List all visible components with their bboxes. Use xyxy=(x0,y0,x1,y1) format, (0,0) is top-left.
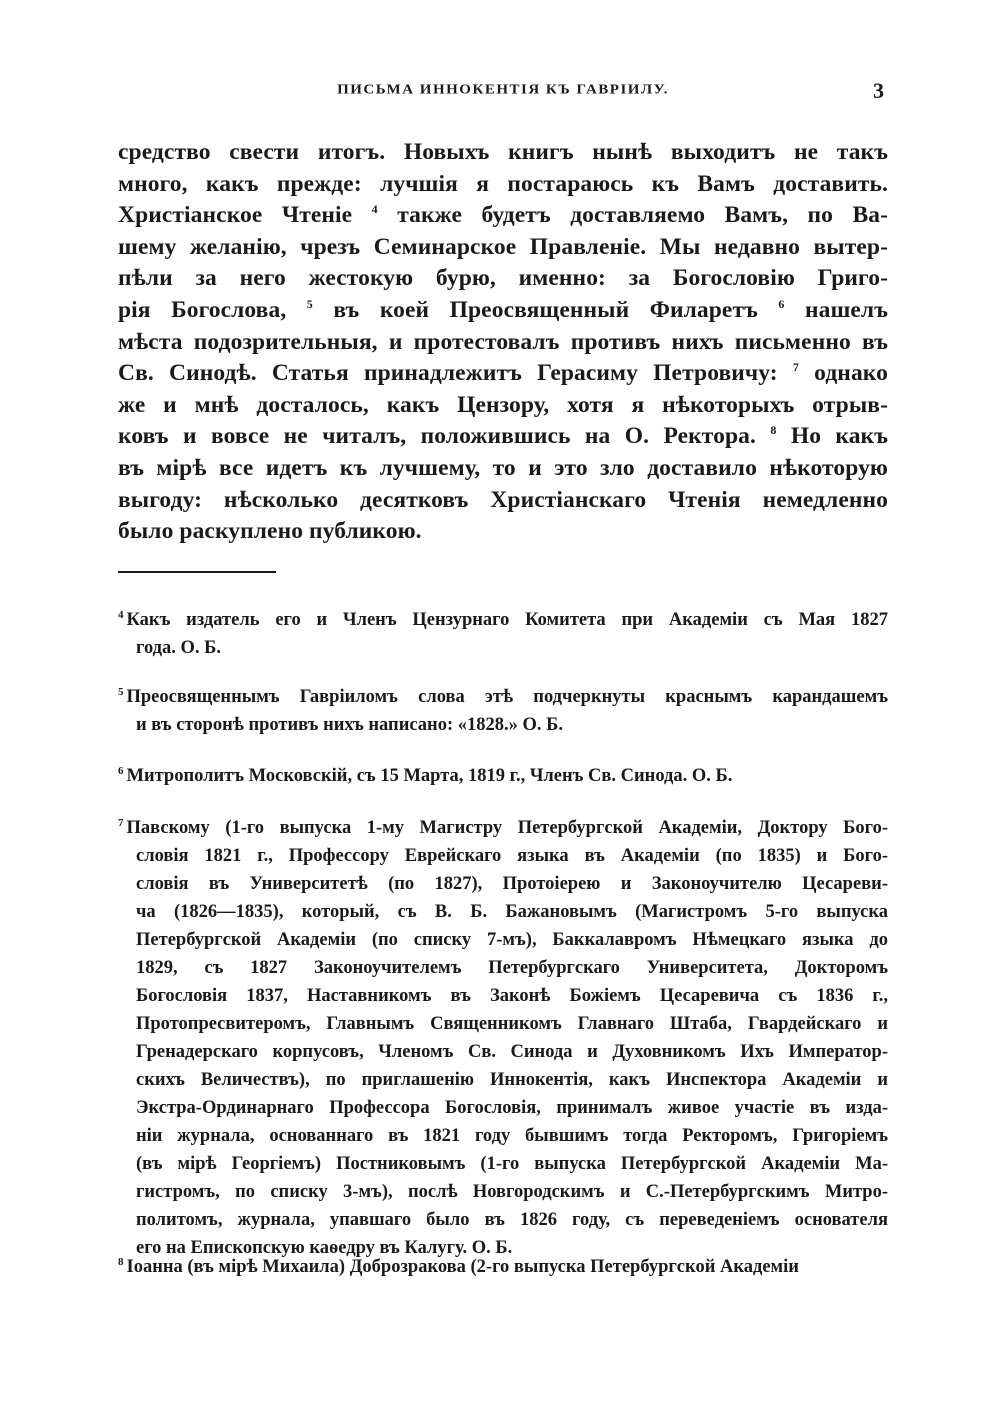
footnote-line xyxy=(118,762,888,790)
text-segment: рія Богослова, xyxy=(118,296,307,323)
text-segment: ковъ и вовсе не читалъ, положившись на О. Ректора. xyxy=(118,423,771,450)
footnote-marker: 5 xyxy=(118,686,124,698)
text-segment: пѣли за него жестокую бурю, именно: за Богословію Григо- xyxy=(118,265,888,292)
text-segment: выгоду: нѣсколько десятковъ Христіанскаго Чтенія немедленно xyxy=(118,486,888,513)
footnote-line xyxy=(118,870,888,898)
footnote-text: Петербургской Академіи (по списку 7-мъ), Баккалавромъ Нѣмецкаго языка до xyxy=(136,930,888,950)
running-title: ПИСЬМА ИННОКЕНТІЯ КЪ ГАВРІИЛУ. xyxy=(337,82,669,98)
footnote-text: Митрополитъ Московскій, съ 15 Марта, 1819 г., Членъ Св. Синода. О. Б. xyxy=(126,766,733,786)
text-line xyxy=(118,137,888,169)
running-head xyxy=(118,80,888,104)
footnote-line xyxy=(118,1206,888,1234)
text-segment: Но какъ xyxy=(776,423,888,450)
text-segment: въ коей Преосвященный Филаретъ xyxy=(312,296,779,323)
text-segment: однако xyxy=(798,360,888,387)
text-segment: мѣста подозрительныя, и протестовалъ противъ нихъ письменно въ xyxy=(118,328,888,355)
footnote-text: ніи журнала, основаннаго въ 1821 году бывшимъ тогда Ректоромъ, Григоріемъ xyxy=(136,1126,888,1146)
text-segment: же и мнѣ досталось, какъ Цензору, хотя я нѣкоторыхъ отрыв- xyxy=(118,391,888,418)
footnote-text: его на Епископскую каѳедру въ Калугу. О. Б. xyxy=(136,1238,513,1258)
footnote-line xyxy=(118,683,888,711)
text-line xyxy=(118,485,888,517)
footnote-5 xyxy=(118,683,888,739)
footnote-text: политомъ, журнала, упавшаго было въ 1826 году, съ переведеніемъ основателя xyxy=(136,1210,888,1230)
text-segment: нашелъ xyxy=(784,296,888,323)
footnote-reference[interactable]: 6 xyxy=(778,296,785,311)
footnote-line xyxy=(118,1038,888,1066)
footnote-text: и въ сторонѣ противъ нихъ написано: «1828.» О. Б. xyxy=(136,715,563,735)
footnote-text: Экстра-Ординарнаго Профессора Богословія, принималъ живое участіе въ изда- xyxy=(136,1098,888,1118)
footnote-line xyxy=(118,814,888,842)
text-line xyxy=(118,200,888,232)
text-segment: въ мірѣ все идетъ къ лучшему, то и это зло доставило нѣкоторую xyxy=(118,454,888,481)
footnote-line xyxy=(118,1150,888,1178)
footnote-reference[interactable]: 5 xyxy=(306,296,313,311)
footnote-line xyxy=(118,1253,888,1281)
footnote-text: Павскому (1-го выпуска 1-му Магистру Петербургской Академіи, Доктору Бого- xyxy=(126,818,888,838)
footnote-separator-rule xyxy=(118,571,276,573)
text-line xyxy=(118,453,888,485)
footnote-text: Іоанна (въ мірѣ Михаила) Доброзракова (2-го выпуска Петербургской Академіи xyxy=(126,1257,799,1277)
text-line xyxy=(118,516,888,548)
footnote-text: ча (1826—1835), который, съ В. Б. Бажановымъ (Магистромъ 5-го выпуска xyxy=(136,902,888,922)
text-line xyxy=(118,295,888,327)
footnote-marker: 4 xyxy=(118,609,124,621)
text-segment: Христіанское Чтеніе xyxy=(118,202,372,229)
text-line xyxy=(118,169,888,201)
footnote-4 xyxy=(118,606,888,662)
footnote-line xyxy=(118,954,888,982)
footnote-line xyxy=(118,982,888,1010)
text-segment: много, какъ прежде: лучшія я постараюсь къ Вамъ доставить. xyxy=(118,170,888,197)
page-number: 3 xyxy=(873,78,884,103)
footnote-marker: 8 xyxy=(118,1256,124,1268)
footnote-line xyxy=(118,711,888,739)
footnote-marker: 6 xyxy=(118,765,124,777)
footnote-line xyxy=(118,842,888,870)
footnote-text: словія въ Университетѣ (по 1827), Протоіерею и Законоучителю Цесареви- xyxy=(136,874,888,894)
footnote-text: словія 1821 г., Профессору Еврейскаго языка въ Академіи (по 1835) и Бого- xyxy=(136,846,888,866)
text-line xyxy=(118,358,888,390)
footnote-line xyxy=(118,898,888,926)
footnote-text: гистромъ, по списку 3-мъ), послѣ Новгородскимъ и С.-Петербургскимъ Митро- xyxy=(136,1182,888,1202)
text-segment: средство свести итогъ. Новыхъ книгъ нынѣ выходитъ не такъ xyxy=(118,139,888,165)
footnote-line xyxy=(118,1178,888,1206)
footnote-line xyxy=(118,606,888,634)
footnote-8 xyxy=(118,1253,888,1281)
text-line xyxy=(118,232,888,264)
text-segment: Св. Синодѣ. Статья принадлежитъ Герасиму Петровичу: xyxy=(118,360,793,387)
footnote-line xyxy=(118,1010,888,1038)
text-line xyxy=(118,421,888,453)
footnote-6 xyxy=(118,762,888,790)
footnote-line xyxy=(118,1094,888,1122)
footnote-text: скихъ Величествъ), по приглашенію Иннокентія, какъ Инспектора Академіи и xyxy=(136,1070,888,1090)
footnote-text: (въ мірѣ Георгіемъ) Постниковымъ (1-го выпуска Петербургской Академіи Ма- xyxy=(136,1154,888,1174)
footnote-marker: 7 xyxy=(118,817,124,829)
footnote-line xyxy=(118,1122,888,1150)
footnote-text: Протопресвитеромъ, Главнымъ Священникомъ Главнаго Штаба, Гвардейскаго и xyxy=(136,1014,888,1034)
main-text xyxy=(118,137,888,548)
footnote-reference[interactable]: 8 xyxy=(770,423,777,438)
footnote-line xyxy=(118,634,888,662)
footnote-text: Какъ издатель его и Членъ Цензурнаго Комитета при Академіи съ Мая 1827 xyxy=(126,610,888,630)
footnote-text: 1829, съ 1827 Законоучителемъ Петербургскаго Университета, Докторомъ xyxy=(136,958,888,978)
text-segment: было раскуплено публикою. xyxy=(118,518,422,545)
footnote-7 xyxy=(118,814,888,1262)
footnote-text: Гренадерскаго корпусовъ, Членомъ Св. Синода и Духовникомъ Ихъ Император- xyxy=(136,1042,888,1062)
text-segment: шему желанію, чрезъ Семинарское Правленіе. Мы недавно вытер- xyxy=(118,233,888,260)
footnote-reference[interactable]: 4 xyxy=(371,202,378,217)
footnote-text: Преосвященнымъ Гавріиломъ слова этѣ подчеркнуты краснымъ карандашемъ xyxy=(126,687,888,707)
text-line xyxy=(118,390,888,422)
footnote-line xyxy=(118,1066,888,1094)
text-segment: также будетъ доставляемо Вамъ, по Ва- xyxy=(377,202,889,229)
footnote-line xyxy=(118,926,888,954)
footnote-reference[interactable]: 7 xyxy=(792,360,799,375)
text-line xyxy=(118,263,888,295)
footnote-text: года. О. Б. xyxy=(136,638,222,658)
footnote-text: Богословія 1837, Наставникомъ въ Законѣ Божіемъ Цесаревича съ 1836 г., xyxy=(136,986,888,1006)
text-line xyxy=(118,327,888,359)
